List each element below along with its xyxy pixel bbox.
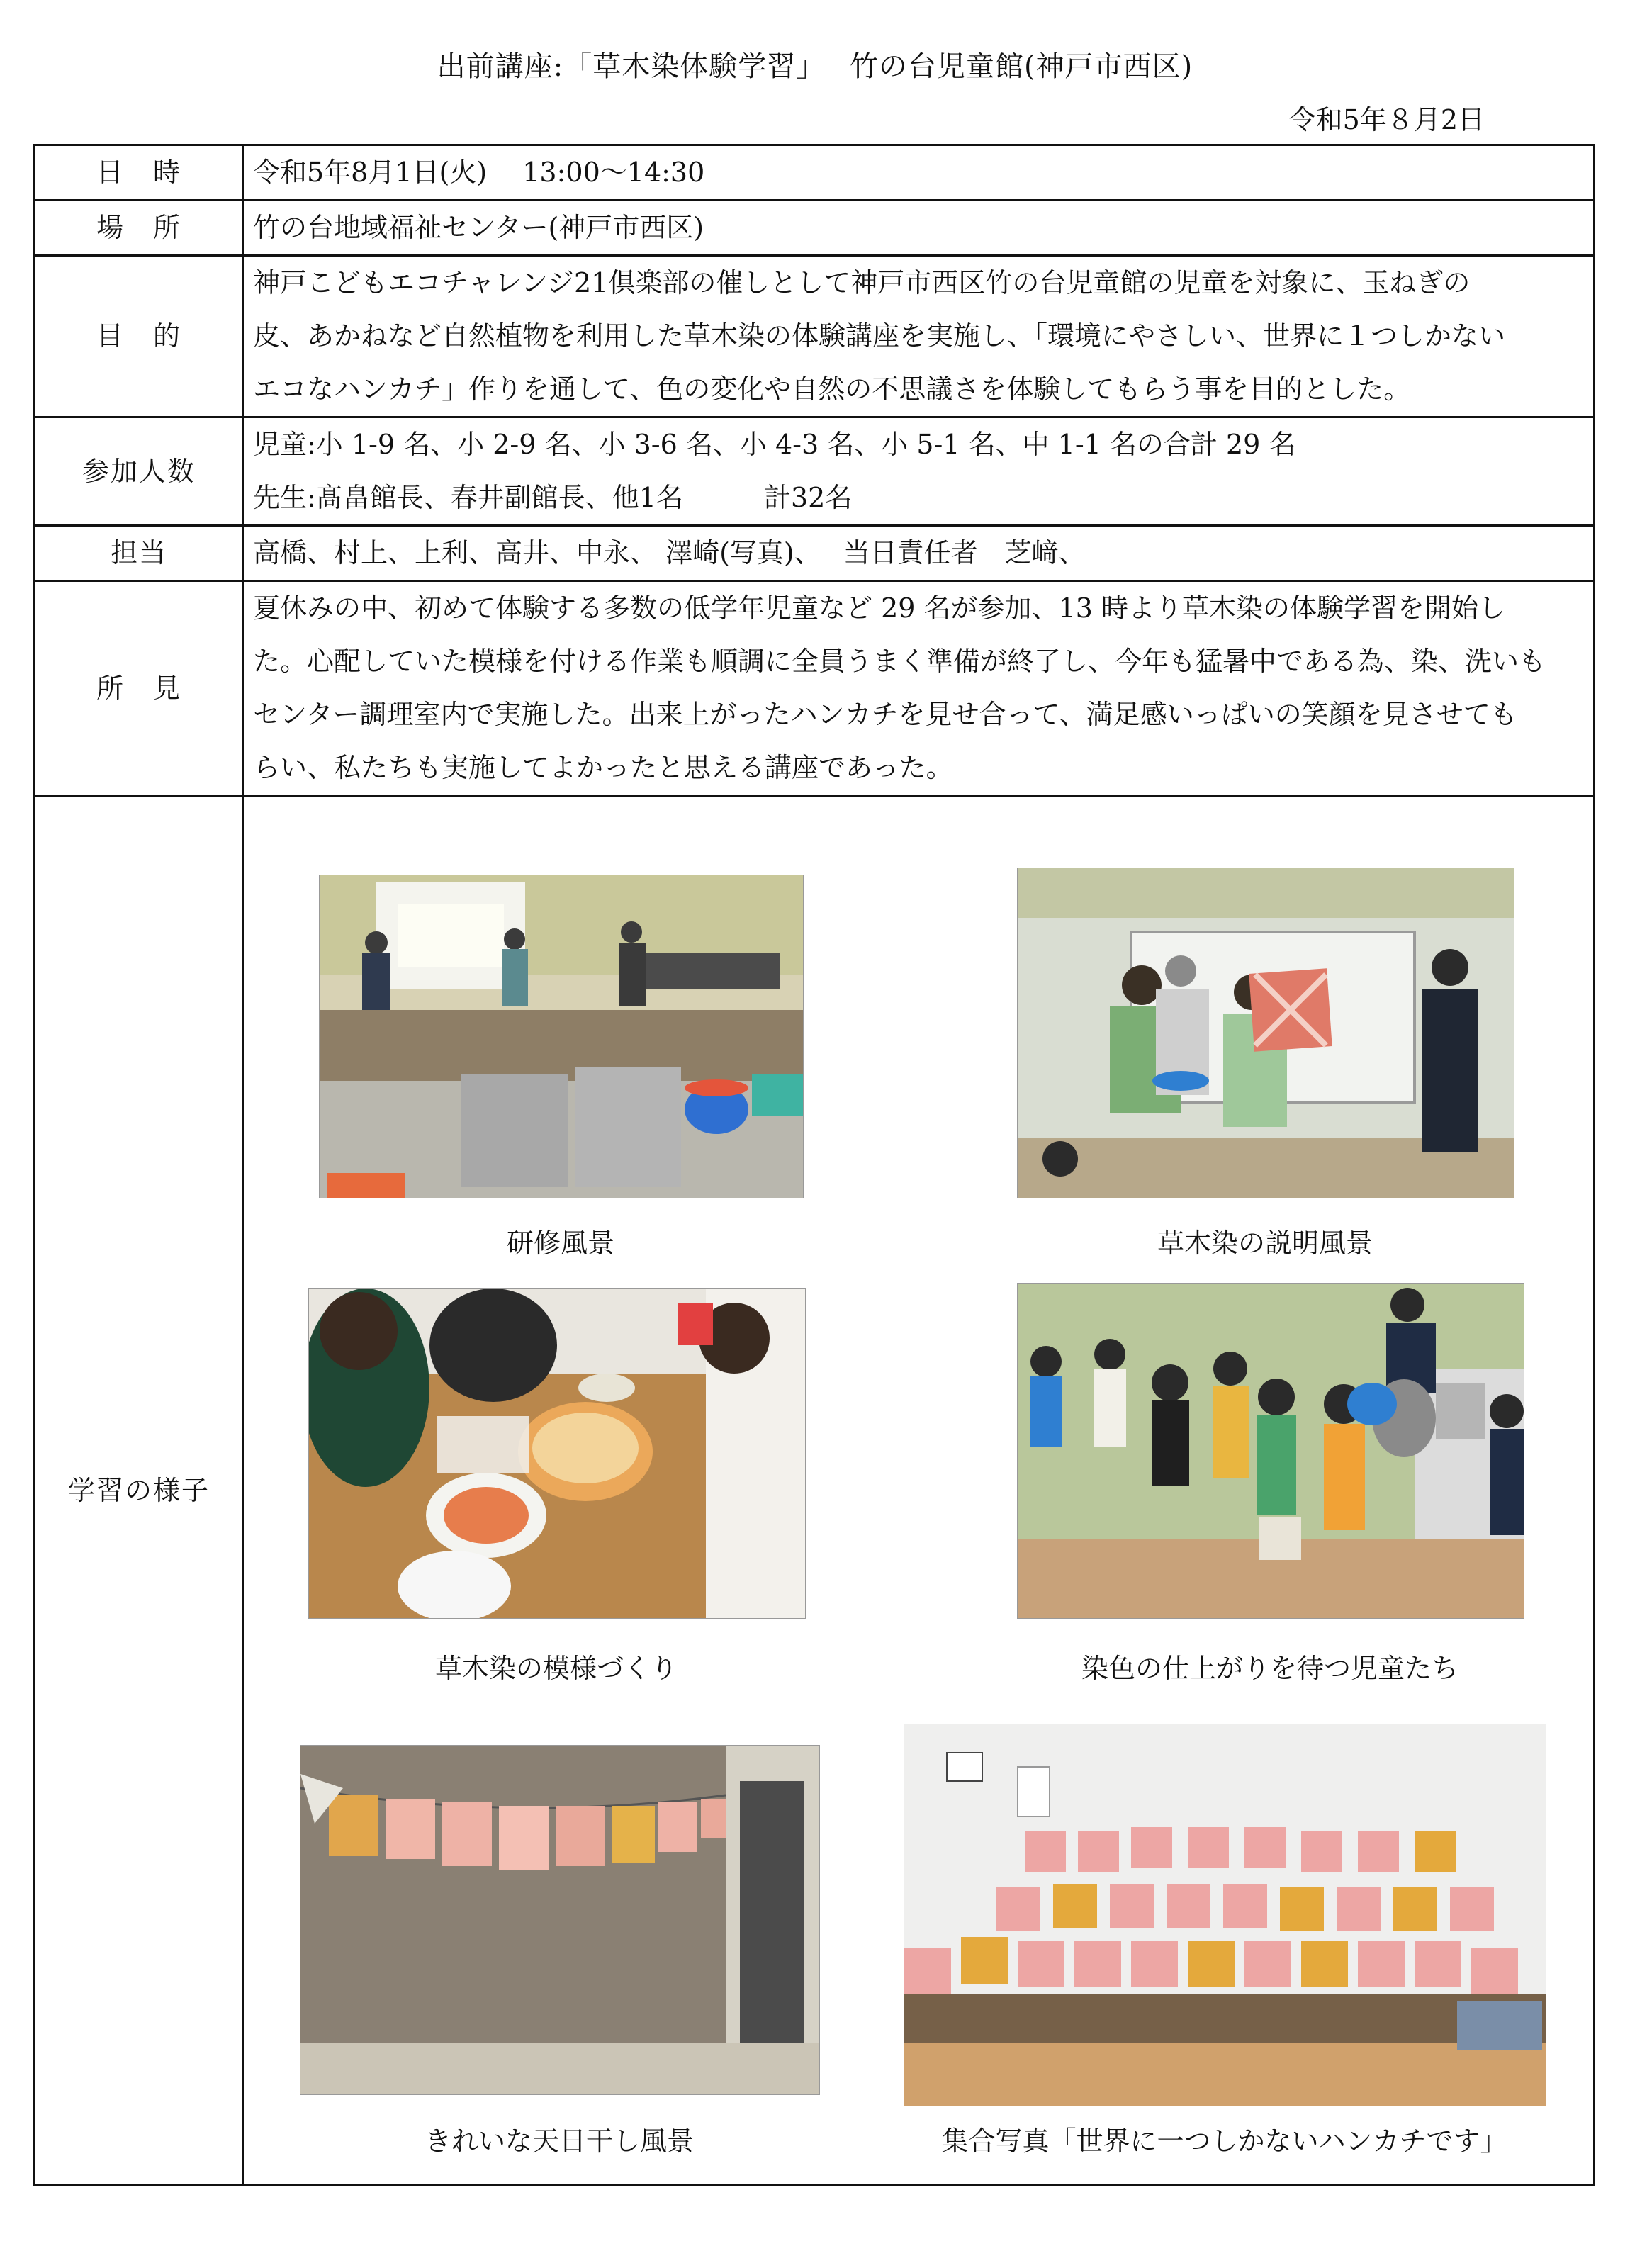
purpose-line: エコなハンカチ」作りを通して、色の変化や自然の不思議さを体験してもらう事を目的とした。 <box>253 374 1411 405</box>
label-datetime: 日 時 <box>35 145 244 201</box>
row-staff <box>35 526 1595 581</box>
value-participants <box>244 417 1595 526</box>
row-datetime <box>35 145 1595 201</box>
participants-line: 児童:小 1-9 名、小 2-9 名、小 3-6 名、小 4-3 名、小 5-1 名、中 1-1 名の合計 29 名 <box>253 429 1296 460</box>
document-title: 出前講座:「草木染体験学習」 竹の台児童館(神戸市西区) <box>437 50 1193 83</box>
caption-sun-drying: きれいな天日干し風景 <box>424 2126 694 2157</box>
photo-children-waiting <box>1017 1283 1524 1619</box>
value-observations <box>244 581 1595 796</box>
row-participants <box>35 417 1595 526</box>
purpose-line: 皮、あかねなど自然植物を利用した草木染の体験講座を実施し、「環境にやさしい、世界に１つしかない <box>253 320 1506 352</box>
participants-line: 先生:髙畠館長、春井副館長、他1名 計32名 <box>253 482 853 513</box>
caption-explanation-scene: 草木染の説明風景 <box>1157 1228 1373 1259</box>
observations-line: た。心配していた模様を付ける作業も順調に全員うまく準備が終了し、今年も猛暑中である為、染、洗いも <box>253 646 1546 677</box>
caption-children-waiting: 染色の仕上がりを待つ児童たち <box>1081 1653 1458 1684</box>
label-place: 場 所 <box>35 201 244 256</box>
row-place <box>35 201 1595 256</box>
photo-group <box>904 1724 1546 2106</box>
value-place: 竹の台地域福祉センター(神戸市西区) <box>244 201 1595 256</box>
label-observations: 所 見 <box>35 581 244 796</box>
label-purpose: 目 的 <box>35 256 244 417</box>
caption-group: 集合写真「世界に一つしかないハンカチです」 <box>941 2126 1507 2157</box>
label-participants: 参加人数 <box>35 417 244 526</box>
caption-pattern-making: 草木染の模様づくり <box>434 1653 678 1684</box>
observations-line: センター調理室内で実施した。出来上がったハンカチを見せ合って、満足感いっぱいの笑顔を見させても <box>253 699 1517 730</box>
report-table <box>33 144 1595 2186</box>
photo-training-scene <box>319 875 804 1198</box>
row-photos <box>35 796 1595 2186</box>
label-staff: 担当 <box>35 526 244 581</box>
purpose-line: 神戸こどもエコチャレンジ21倶楽部の催しとして神戸市西区竹の台児童館の児童を対象に、玉ねぎの <box>253 267 1471 298</box>
value-datetime: 令和5年8月1日(火) 13:00～14:30 <box>244 145 1595 201</box>
observations-line: 夏休みの中、初めて体験する多数の低学年児童など 29 名が参加、13 時より草木染の体験学習を開始し <box>253 593 1505 624</box>
photo-explanation-scene <box>1017 868 1514 1198</box>
photo-area <box>244 796 1595 2186</box>
photo-sun-drying <box>300 1745 820 2095</box>
label-photos: 学習の様子 <box>35 796 244 2186</box>
observations-line: らい、私たちも実施してよかったと思える講座であった。 <box>253 752 953 783</box>
value-staff: 高橋、村上、上利、高井、中永、 澤崎(写真)、 当日責任者 芝﨑、 <box>244 526 1595 581</box>
document-date: 令和5年８月2日 <box>1288 104 1485 135</box>
caption-training-scene: 研修風景 <box>506 1228 614 1259</box>
row-observations <box>35 581 1595 796</box>
photo-pattern-making <box>308 1288 806 1619</box>
row-purpose <box>35 256 1595 417</box>
value-purpose <box>244 256 1595 417</box>
